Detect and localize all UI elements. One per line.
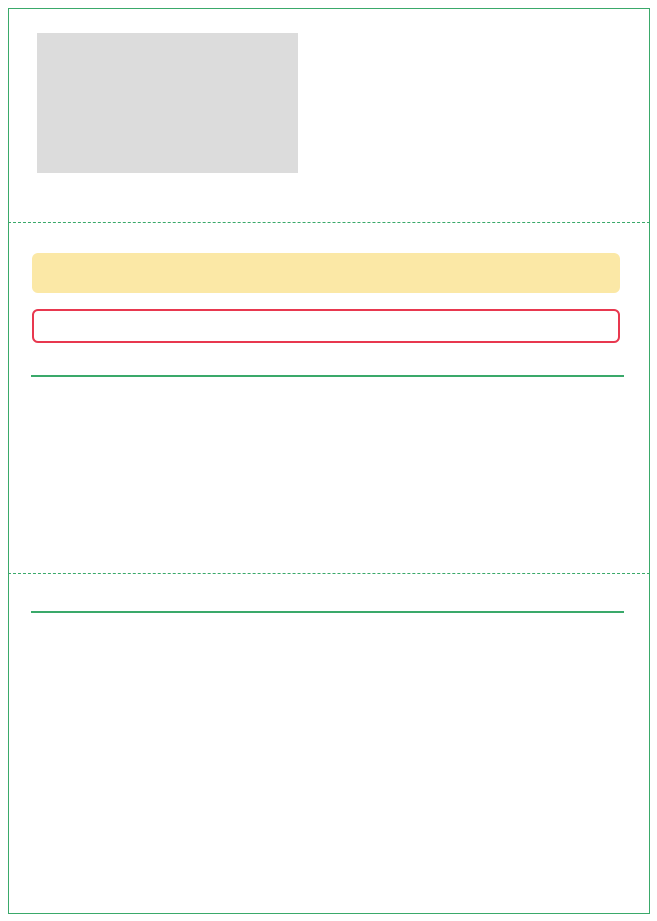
ticket-grid-bottom [31, 611, 624, 613]
address-box [37, 33, 298, 173]
ticket-grid-top [31, 375, 624, 377]
warning-banner [32, 309, 620, 343]
cut-line-top [8, 222, 650, 223]
cut-line-middle [8, 573, 650, 574]
title-banner [32, 253, 620, 293]
